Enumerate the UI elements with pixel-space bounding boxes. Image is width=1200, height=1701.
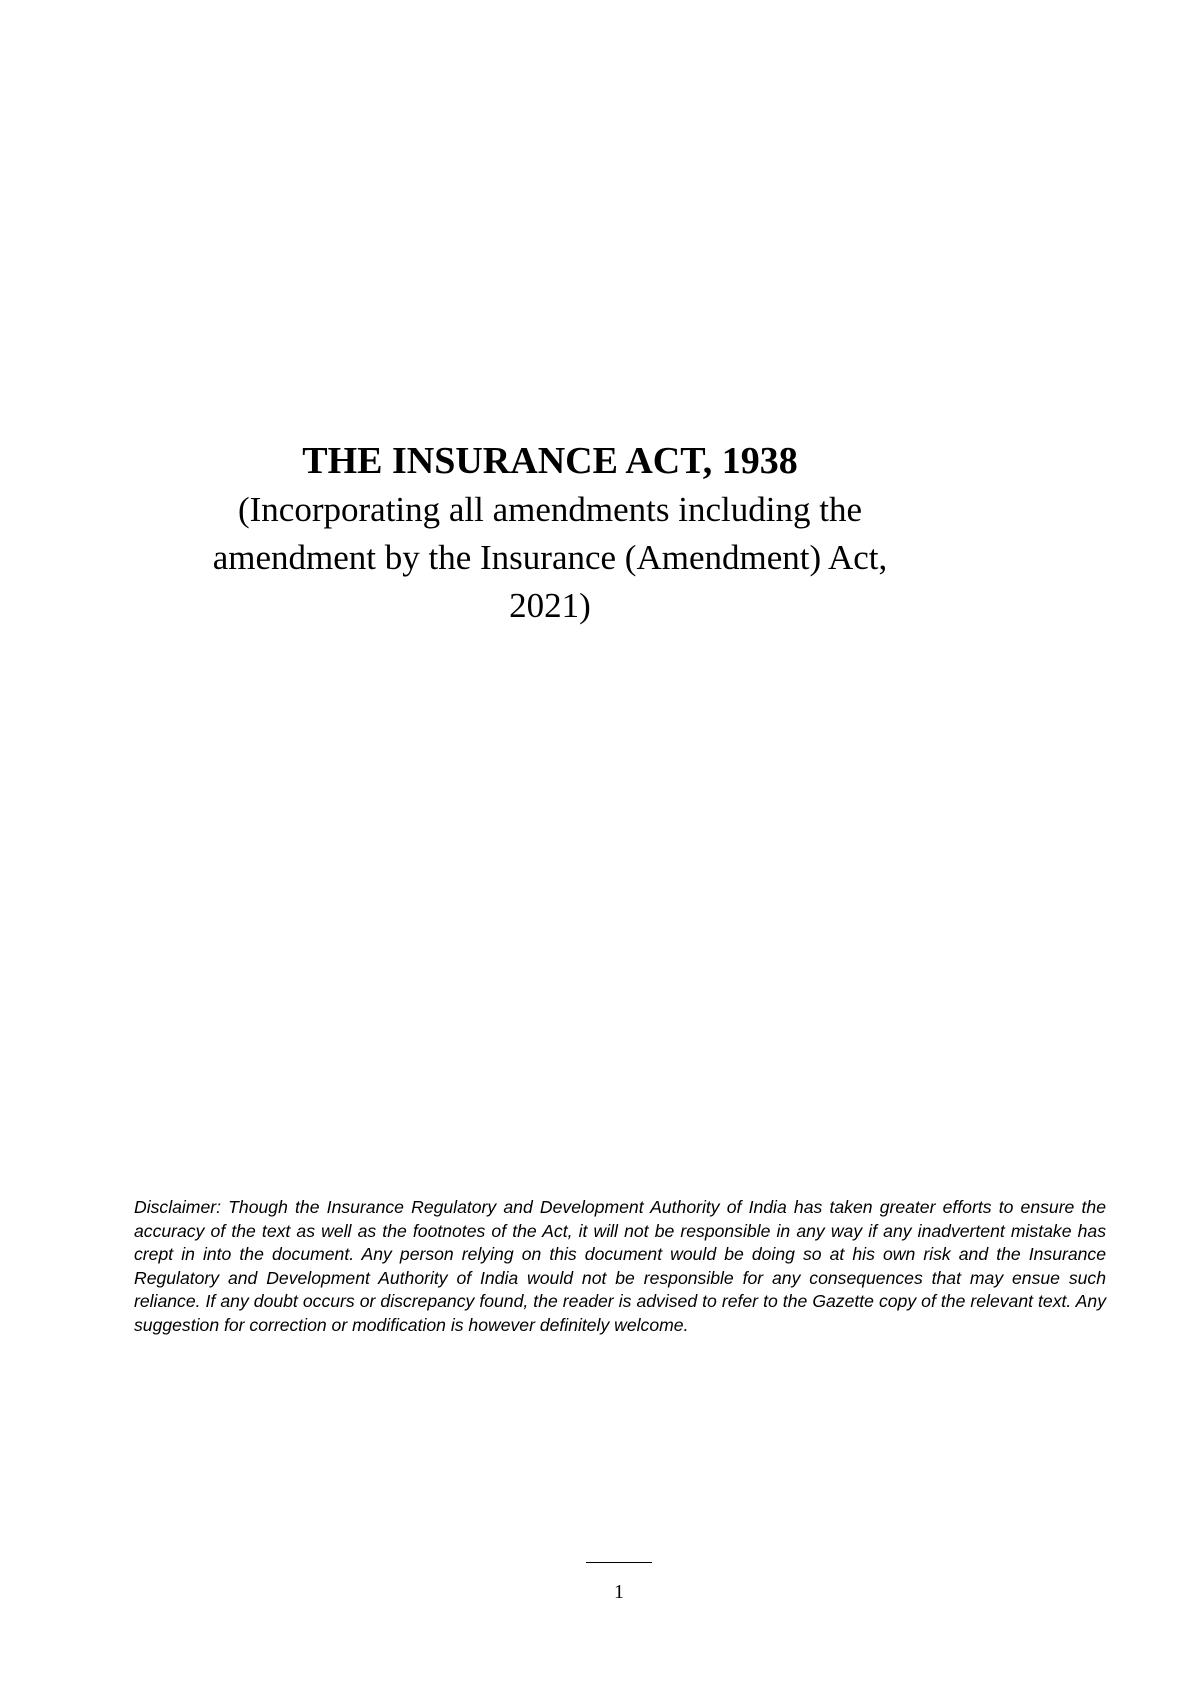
document-subtitle: (Incorporating all amendments including the amendment by the Insurance (Amendment) Act, 2021) bbox=[212, 490, 888, 625]
disclaimer-text: Disclaimer: Though the Insurance Regulatory and Development Authority of India has taken greater efforts to ensure the accuracy of the text as well as the footnotes of the Act, it will not be responsible in any way if any inadvertent mistake has crept in into the document. Any person relying on this document would be doing so at his own risk and the Insurance Regulatory and Development Authority of India would not be responsible for any consequences that may ensue such reliance. If any doubt occurs or discrepancy found, the reader is advised to refer to the Gazette copy of the relevant text. Any suggestion for correction or modification is however definitely welcome. bbox=[134, 1197, 1106, 1335]
document-title: THE INSURANCE ACT, 1938 bbox=[302, 440, 798, 482]
footer-divider bbox=[586, 1562, 652, 1563]
title-block bbox=[150, 438, 950, 630]
page-number: 1 bbox=[614, 1581, 624, 1603]
